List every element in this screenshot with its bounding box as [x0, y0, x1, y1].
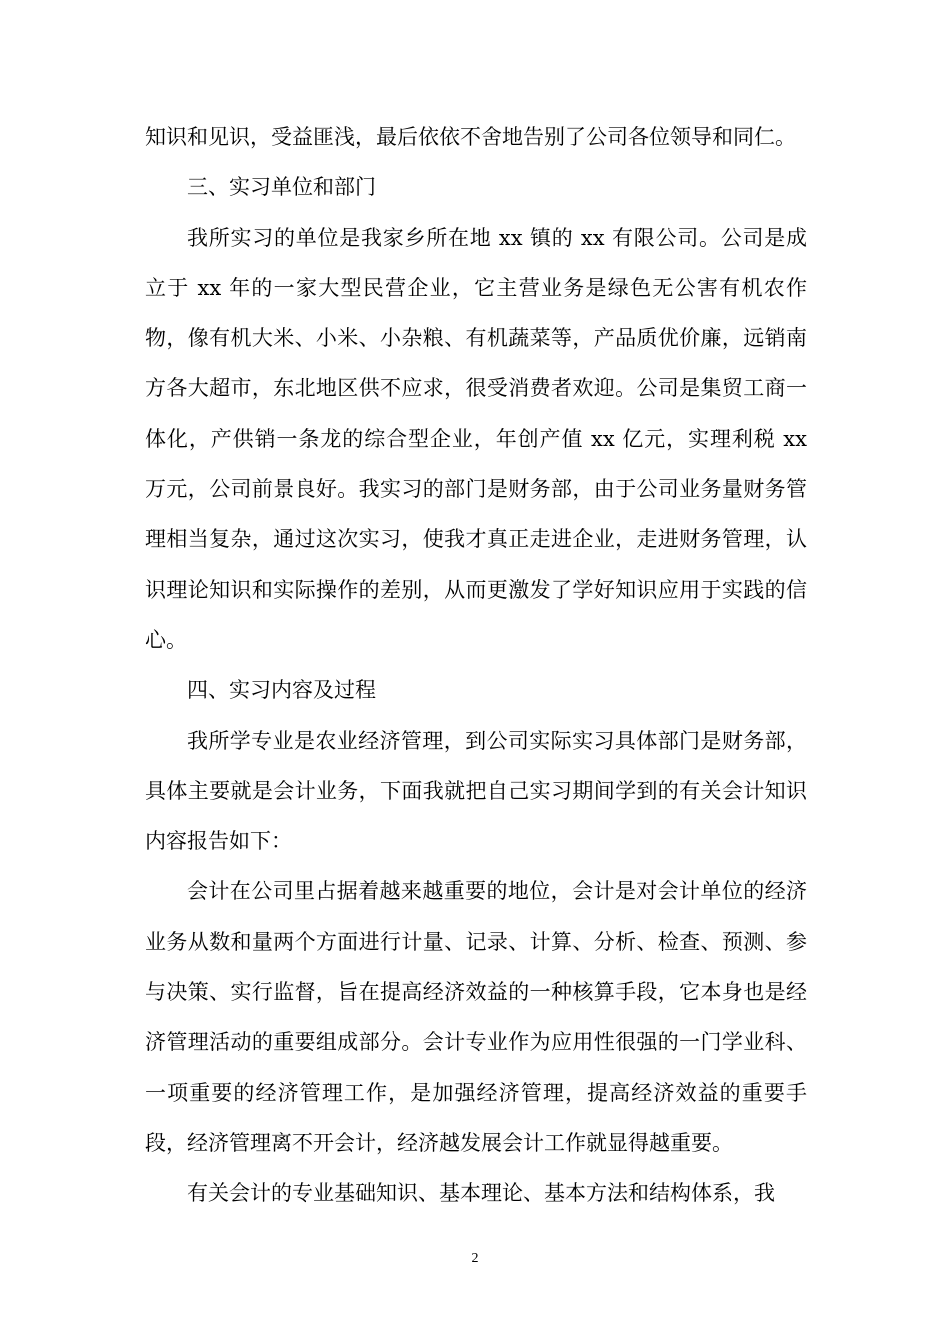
- paragraph-accounting-basics: 有关会计的专业基础知识、基本理论、基本方法和结构体系，我: [187, 1181, 775, 1206]
- section-heading-3: 三、实习单位和部门: [187, 175, 376, 200]
- document-body: [145, 112, 807, 1219]
- page-number: 2: [471, 1251, 479, 1266]
- paragraph-continuation: 知识和见识，受益匪浅，最后依依不舍地告别了公司各位领导和同仁。: [145, 125, 796, 149]
- paragraph-internship-unit: 我所实习的单位是我家乡所在地 xx 镇的 xx 有限公司。公司是成立于 xx 年的一家大型民营企业，它主营业务是绿色无公害有机农作物，像有机大米、小米、小杂粮、有机蔬菜等，产品质优价廉，远销南方各大超市，东北地区供不应求，很受消费者欢迎。公司是集贸工商一体化，产供销一条龙的综合型企业，年创产值 xx 亿元，实理利税 xx 万元，公司前景良好。我实习的部门是财务部，由于公司业务量财务管理相当复杂，通过这次实习，使我才真正走进企业，走进财务管理，认识理论知识和实际操作的差别，从而更激发了学好知识应用于实践的信心。: [145, 225, 807, 652]
- paragraph-accounting-role: 会计在公司里占据着越来越重要的地位，会计是对会计单位的经济业务从数和量两个方面进行计量、记录、计算、分析、检查、预测、参与决策、实行监督，旨在提高经济效益的一种核算手段，它本身也是经济管理活动的重要组成部分。会计专业作为应用性很强的一门学业科、一项重要的经济管理工作，是加强经济管理，提高经济效益的重要手段，经济管理离不开会计，经济越发展会计工作就显得越重要。: [145, 879, 807, 1155]
- paragraph-major: 我所学专业是农业经济管理，到公司实际实习具体部门是财务部，具体主要就是会计业务，下面我就把自己实习期间学到的有关会计知识内容报告如下：: [145, 728, 807, 854]
- section-heading-4: 四、实习内容及过程: [187, 678, 376, 703]
